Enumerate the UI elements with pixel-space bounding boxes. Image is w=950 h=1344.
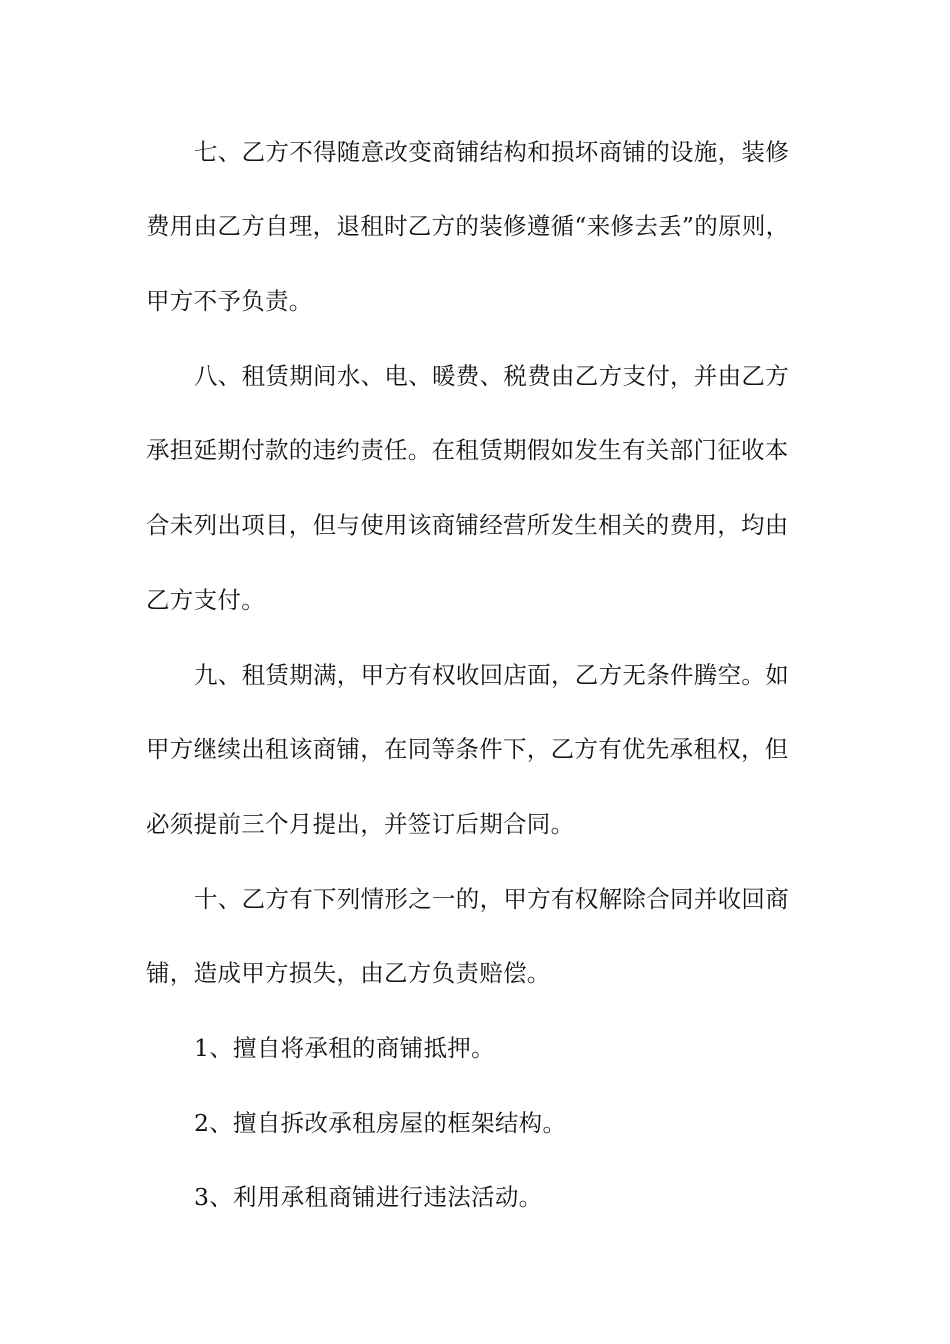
- list-item-1: 1、擅自将承租的商铺抵押。: [194, 1034, 495, 1062]
- clause-10-line-2: 铺，造成甲方损失，由乙方负责赔偿。: [146, 959, 551, 987]
- clause-10-line-1: 十、乙方有下列情形之一的，甲方有权解除合同并收回商: [194, 885, 789, 913]
- clause-9-line-2: 甲方继续出租该商铺，在同等条件下，乙方有优先承租权，但: [146, 735, 789, 763]
- list-item-2: 2、擅自拆改承租房屋的框架结构。: [194, 1109, 567, 1137]
- clause-7-line-2: 费用由乙方自理，退租时乙方的装修遵循“来修去丢”的原则，: [146, 212, 790, 240]
- clause-8-line-4: 乙方支付。: [146, 586, 265, 614]
- clause-8-line-2: 承担延期付款的违约责任。在租赁期假如发生有关部门征收本: [146, 436, 789, 464]
- clause-8-line-3: 合未列出项目，但与使用该商铺经营所发生相关的费用，均由: [146, 511, 789, 539]
- clause-7-line-3: 甲方不予负责。: [146, 287, 313, 315]
- clause-9-line-1: 九、租赁期满，甲方有权收回店面，乙方无条件腾空。如: [194, 661, 789, 689]
- clause-9-line-3: 必须提前三个月提出，并签订后期合同。: [146, 810, 575, 838]
- clause-7-line-1: 七、乙方不得随意改变商铺结构和损坏商铺的设施，装修: [194, 138, 789, 166]
- clause-8-line-1: 八、租赁期间水、电、暖费、税费由乙方支付，并由乙方: [194, 362, 789, 390]
- list-item-3: 3、利用承租商铺进行违法活动。: [194, 1183, 543, 1211]
